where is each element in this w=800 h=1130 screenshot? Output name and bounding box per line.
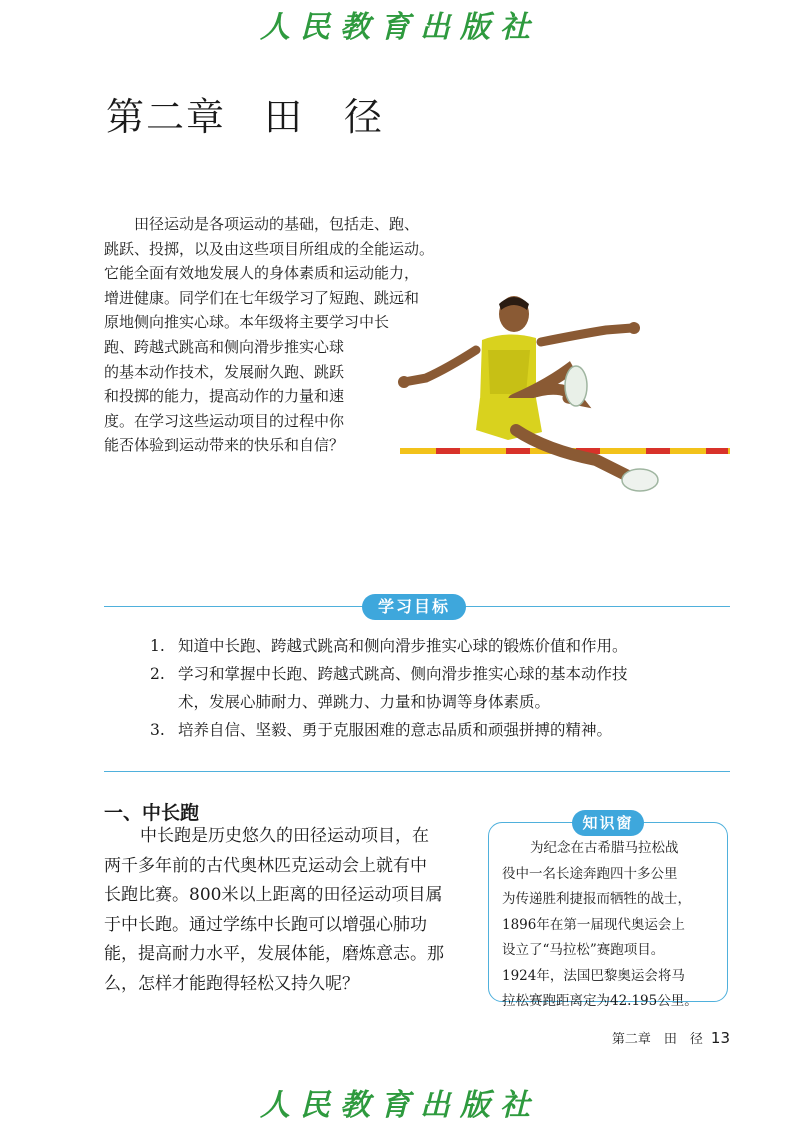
intro-line: 度。在学习这些运动项目的过程中你	[104, 411, 345, 430]
chapter-label: 第二章	[106, 95, 227, 139]
intro-line: 能否体验到运动带来的快乐和自信？	[104, 436, 345, 455]
goal-text: 知道中长跑、跨越式跳高和侧向滑步推实心球的锻炼价值和作用。	[178, 637, 628, 655]
intro-line: 增进健康。同学们在七年级学习了短跑、跳远和	[104, 288, 420, 307]
knowledge-badge: 知识窗	[572, 810, 644, 836]
intro-line: 的基本动作技术，发展耐久跑、跳跃	[104, 362, 345, 381]
knowledge-text	[502, 836, 722, 1015]
knowledge-line: 拉松赛跑距离定为42.195公里。	[502, 993, 698, 1009]
page-number: 13	[710, 1029, 730, 1047]
hurdler-illustration	[396, 290, 732, 505]
goal-text: 学习和掌握中长跑、跨越式跳高、侧向滑步推实心球的基本动作技	[178, 665, 628, 683]
section-paragraph	[104, 822, 474, 999]
goal-number: 3.	[150, 721, 165, 739]
goal-item	[150, 716, 710, 744]
knowledge-line: 役中一名长途奔跑四十多公里	[502, 865, 678, 882]
chapter-title	[106, 86, 384, 141]
goal-text: 培养自信、坚毅、勇于克服困难的意志品质和顽强拼搏的精神。	[178, 721, 613, 739]
goal-number: 1.	[150, 637, 165, 655]
knowledge-line: 1924年，法国巴黎奥运会将马	[502, 967, 685, 984]
intro-line: 它能全面有效地发展人的身体素质和运动能力，	[104, 264, 420, 283]
paragraph-line: 么，怎样才能跑得轻松又持久呢？	[104, 973, 359, 994]
goals-divider-bottom	[104, 771, 730, 772]
paragraph-line: 长跑比赛。800米以上距离的田径运动项目属	[104, 885, 443, 905]
goal-number: 2.	[150, 665, 165, 683]
intro-line: 田径运动是各项运动的基础，包括走、跑、	[134, 215, 420, 233]
intro-line: 原地侧向推实心球。本年级将主要学习中长	[104, 313, 390, 332]
paragraph-line: 能，提高耐力水平，发展体能，磨炼意志。那	[104, 944, 444, 964]
goal-text: 术，发展心肺耐力、弹跳力、力量和协调等身体素质。	[178, 693, 551, 711]
goal-item	[150, 660, 710, 716]
goals-badge: 学习目标	[362, 594, 466, 620]
footer-chapter: 第二章 田 径	[611, 1032, 703, 1047]
paragraph-line: 两千多年前的古代奥林匹克运动会上就有中	[104, 855, 427, 876]
page-footer	[612, 1028, 730, 1047]
intro-line: 和投掷的能力，提高动作的力量和速	[104, 387, 345, 406]
knowledge-line: 为传递胜利捷报而牺牲的战士，	[502, 891, 691, 907]
knowledge-line: 为纪念在古希腊马拉松战	[530, 840, 679, 856]
knowledge-line: 设立了“马拉松”赛跑项目。	[502, 942, 665, 958]
chapter-name: 田 径	[264, 95, 385, 139]
learning-goals-list	[150, 632, 710, 744]
intro-line: 跑、跨越式跳高和侧向滑步推实心球	[104, 337, 345, 356]
publisher-watermark-bottom: 人民教育出版社	[260, 1088, 540, 1123]
publisher-watermark-top: 人民教育出版社	[260, 10, 540, 45]
knowledge-line: 1896年在第一届现代奥运会上	[502, 916, 685, 933]
intro-line: 跳跃、投掷，以及由这些项目所组成的全能运动。	[104, 239, 435, 258]
goal-item	[150, 632, 710, 660]
paragraph-line: 中长跑是历史悠久的田径运动项目，在	[140, 826, 429, 846]
paragraph-line: 于中长跑。通过学练中长跑可以增强心肺功	[104, 914, 427, 935]
section-title: 一、中长跑	[104, 802, 200, 824]
